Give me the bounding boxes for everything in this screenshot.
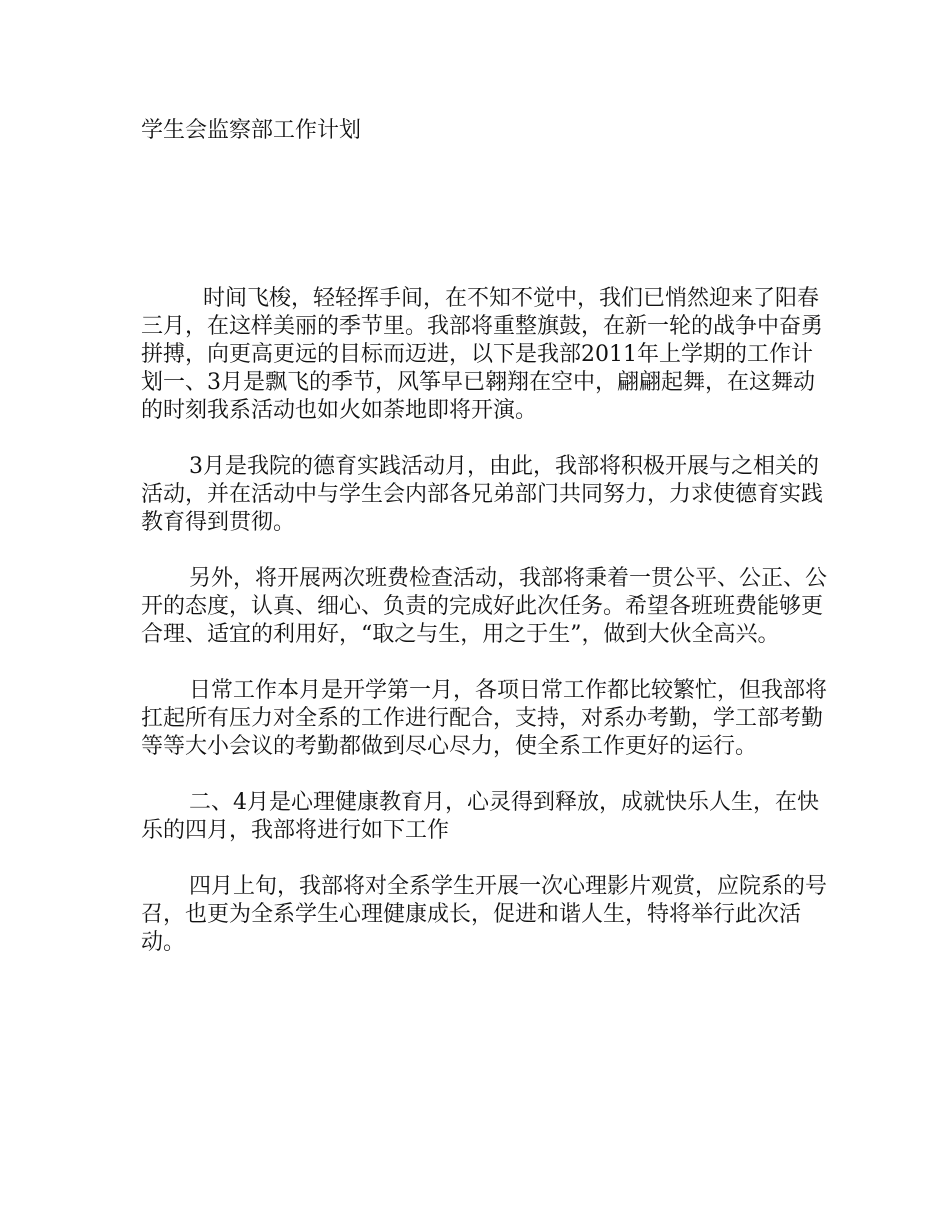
paragraph-1: 时间飞梭，轻轻挥手间，在不知不觉中，我们已悄然迎来了阳春三月，在这样美丽的季节里。我部将重整旗鼓，在新一轮的战争中奋勇拼搏，向更高更远的目标而迈进，以下是我部2011年上学期的工作计划一、3月是飘飞的季节，风筝早已翱翔在空中，翩翩起舞，在这舞动的时刻我系活动也如火如荼地即将开演。 (141, 286, 824, 423)
paragraph-4: 日常工作本月是开学第一月，各项日常工作都比较繁忙，但我部将扛起所有压力对全系的工作进行配合，支持，对系办考勤，学工部考勤等等大小会议的考勤都做到尽心尽力，使全系工作更好的运行。 (141, 678, 828, 759)
document-title: 学生会监察部工作计划 (141, 118, 362, 143)
paragraph-3: 另外，将开展两次班费检查活动，我部将秉着一贯公平、公正、公开的态度，认真、细心、负责的完成好此次任务。希望各班班费能够更合理、适宜的利用好，“取之与生，用之于生”，做到大伙全高兴。 (141, 566, 828, 647)
paragraph-6: 四月上旬，我部将对全系学生开展一次心理影片观赏，应院系的号召，也更为全系学生心理健康成长，促进和谐人生，特将举行此次活动。 (141, 874, 828, 955)
paragraph-2: 3月是我院的德育实践活动月，由此，我部将积极开展与之相关的活动，并在活动中与学生会内部各兄弟部门共同努力，力求使德育实践教育得到贯彻。 (141, 454, 824, 535)
paragraph-5: 二、4月是心理健康教育月，心灵得到释放，成就快乐人生，在快乐的四月，我部将进行如下工作 (141, 790, 819, 843)
document-body (141, 285, 831, 985)
